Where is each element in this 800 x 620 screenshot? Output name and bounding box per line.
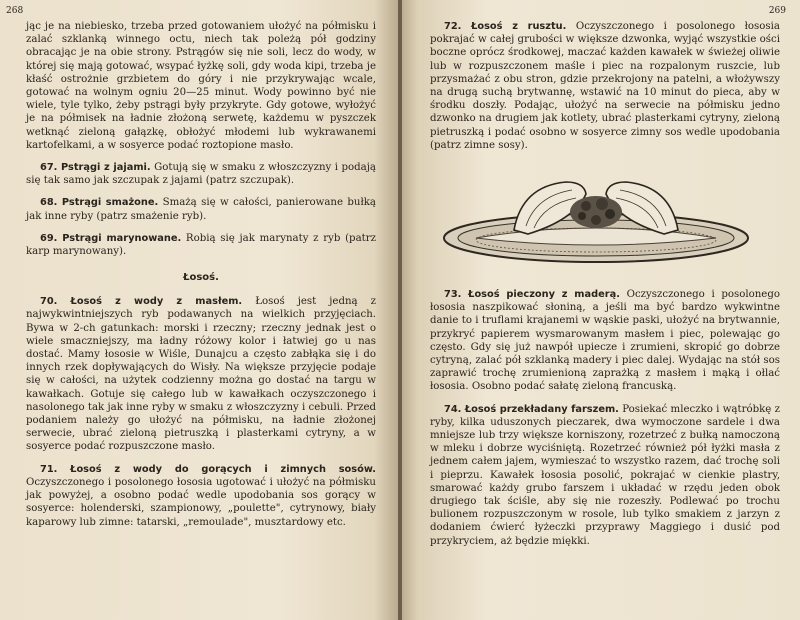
recipe-67-title: 67. Pstrągi z jajami.: [40, 162, 151, 174]
recipe-72-text: Oczyszczonego i posolonego łososia pokrajać w całej grubości w większe dzwonka, wyjąć wszystkie ości boczne oprócz środkowej, maczać każden kawałek w świeżej oliwie lub w rozpuszczonem maśle i piec na rozpalonym ruszcie, lub przysmażać z obu stron, gdzie przekrojony na patelni, a włożywszy na drugą suchą brytwannę, wstawić na 10 minut do pieca, aby w środku doszły. Podając, ułożyć na serwecie na półmisku jedno dzwonko na drugiem jak kotlety, ubrać plasterkami cytryny, zieloną pietruszką i podać osobno w sosyerce zimny sos wedle upodobania (patrz zimne sosy).: [430, 21, 780, 151]
section-title-salmon: Łosoś.: [183, 272, 219, 284]
page-number-left: 268: [6, 6, 24, 16]
recipe-74-text: Posiekać mleczko i wątróbkę z ryby, kilka uduszonych pieczarek, dwa wymoczone sardele i dwa mniejsze lub trzy większe korniszony, rozetrzeć z bułką namoczoną w mleku i dobrze wyciśniętą. Rozetrzeć również pół łyżki masła z jednem całem jajem, wymieszać to wszystko razem, dać trochę soli i pieprzu. Kawałek łososia posolić, pokrajać w cienkie plastry, smarować każdy grubo farszem i układać w rzędu jeden obok drugiego tak ściśle, aby się nie rozeszły. Podlewać po trochu bulionem rozpuszczonym w rosole, lub tylko smakiem z jarzyn z dodaniem ćwierć łyżeczki przyprawy Maggiego i dusić pod przykryciem, aż będzie miękki.: [430, 403, 780, 547]
recipe-73: [430, 288, 780, 394]
parsley-sprig-3: [605, 209, 615, 219]
recipe-70: [26, 295, 376, 453]
recipe-71-text: Oczyszczonego i posolonego łososia ugotować i ułożyć na półmisku jak powyżej, a osobno podać wedle upodobania sos gorący w sosyerce: holenderski, szampionowy, „poulette", cytrynowy, biały kaparowy lub zimne: tatarski, „remoulade", musztardowy etc.: [26, 476, 376, 528]
recipe-68-title: 68. Pstrągi smażone.: [40, 197, 159, 209]
recipe-69-text: Robią się jak marynaty z ryb (patrz karp marynowany).: [26, 232, 376, 258]
page-number-right: 269: [768, 6, 786, 16]
recipe-74: [430, 403, 780, 548]
recipe-70-text: Łosoś jest jedną z najwykwintniejszych ryb podawanych na wielkich przyjęciach. Bywa w 2-ch gatunkach: morski i rzeczny; rzeczny jednak jest o wiele smaczniejszy, ma ładny różowy kolor i łatwiej go u nas dostać. Mamy łososie w Wiśle, Dunajcu a często zabłąka się i do innych rzek dopływających do Wisły. Na większe przyjęcie podaje się w całości, na użytek codzienny można go dostać na targu w kawałkach. Gotuje się całego lub w kawałkach oczyszczonego i nasolonego tak jak inne ryby w smaku z włoszczyzny i cebuli. Przed podaniem należy go ułożyć na półmisku, na ładnie złożonej serwecie, ubrać zieloną pietruszką i plasterkami cytryny, a w sosyerce podać rozpuszczone masło.: [26, 296, 376, 453]
recipe-68: [26, 196, 376, 222]
recipe-66-continuation: jąc je na niebiesko, trzeba przed gotowaniem ułożyć na półmisku i zalać szklanką winnego octu, niech tak poleżą pół godziny obracając je na obie strony. Pstrągów się nie soli, lecz do wody, w której się mają gotować, wsypać łyżkę soli, gdy woda kipi, trzeba je kłaść ostrożnie grzbietem do góry i nie przykrywając wcale, gotować na wolnym ogniu 20—25 minut. Wody powinno być nie wiele, tyle tylko, żeby pstrągi były przykryte. Gdy gotowe, wyłożyć je na półmisek na ładnie złożoną serwetę, każdemu w pyszczek wetknąć zieloną gałązkę, obłożyć młodemi lub wykrawanemi kartofelkami, a w sosyerce podać roztopione masło.: [26, 21, 376, 151]
recipe-73-title: 73. Łosoś pieczony z maderą.: [444, 289, 620, 301]
recipe-69-title: 69. Pstrągi marynowane.: [40, 232, 182, 244]
recipe-71-title: 71. Łosoś z wody do gorących i zimnych sosów.: [40, 463, 376, 475]
parsley-sprig-5: [591, 215, 601, 225]
recipe-72-title: 72. Łosoś z rusztu.: [444, 21, 567, 32]
recipe-70-title: 70. Łosoś z wody z masłem.: [40, 296, 243, 308]
recipe-72: [430, 20, 780, 152]
recipe-74-title: 74. Łosoś przekładany farszem.: [444, 403, 619, 415]
parsley-sprig-4: [578, 212, 586, 220]
recipe-71: [26, 463, 376, 529]
recipe-67: [26, 161, 376, 187]
recipe-67-text: Gotują się w smaku z włoszczyzny i podają się tak samo jak szczupak z jajami (patrz szczupak).: [26, 162, 376, 187]
parsley-sprig-2: [596, 198, 608, 210]
book-gutter: [398, 0, 402, 620]
recipe-73-text: Oczyszczonego i posolonego łososia naszpikować słoniną, a jeśli ma być bardzo wykwintne danie to i truflami krajanemi w wąskie paski, ułożyć na brytwannie, przykryć papierem wysmarowanym masłem i piec, polewając go często. Gdy się już nawpół upiecze i zrumieni, skropić go dobrze cytryną, zalać pół szklanką madery i piec dalej. Wydając na stół sos zaprawić trochę zrumienioną zaprażką z masłem i mąką i ołlać łososia. Osobno podać sałatę zieloną francuską.: [430, 289, 780, 393]
right-page: [398, 0, 800, 620]
parsley-sprig-1: [581, 201, 591, 211]
recipe-68-text: Smażą się w całości, panierowane bułką jak inne ryby (patrz smażenie ryb).: [26, 197, 376, 222]
recipe-69: [26, 232, 376, 258]
salmon-platter-illustration: [436, 160, 756, 278]
left-page: [0, 0, 398, 620]
